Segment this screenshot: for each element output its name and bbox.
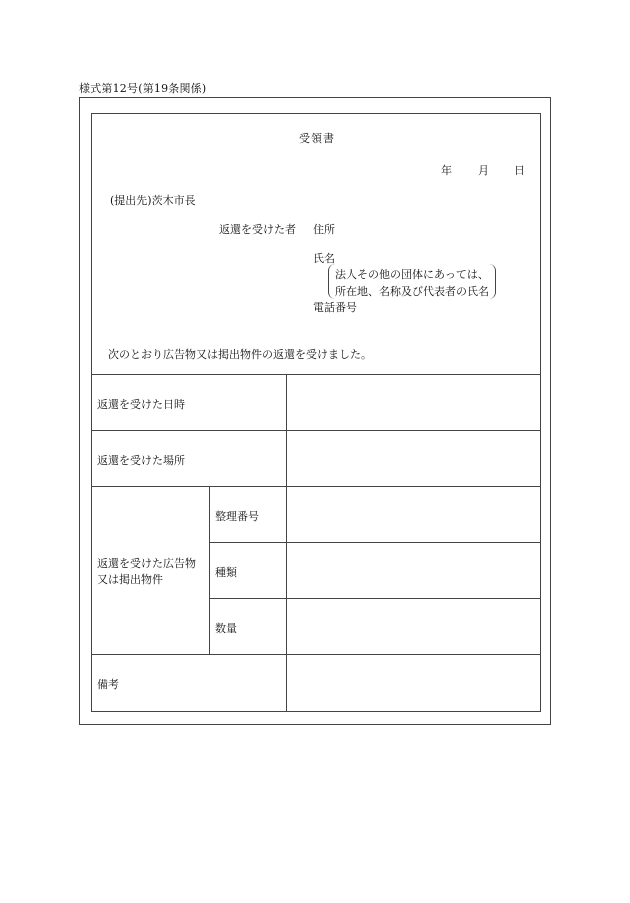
statement-text: 次のとおり広告物又は掲出物件の返還を受けました。 bbox=[108, 348, 372, 361]
returner-label: 返還を受けた者 bbox=[219, 223, 296, 236]
date-month-label: 月 bbox=[478, 164, 489, 177]
items-label-line1: 返還を受けた広告物 bbox=[97, 557, 196, 570]
datetime-label: 返還を受けた日時 bbox=[97, 398, 185, 411]
table-subcolumn-divider bbox=[209, 486, 210, 654]
document-title: 受領書 bbox=[299, 132, 335, 145]
table-row-divider bbox=[91, 654, 541, 655]
name-label: 氏名 bbox=[313, 252, 335, 265]
date-year-label: 年 bbox=[441, 164, 452, 177]
recipient-label: (提出先)茨木市長 bbox=[110, 194, 196, 207]
address-label: 住所 bbox=[313, 223, 335, 236]
place-label: 返還を受けた場所 bbox=[97, 454, 185, 467]
table-top-border bbox=[91, 374, 541, 375]
management-number-label: 整理番号 bbox=[215, 510, 259, 523]
name-note-line1: 法人その他の団体にあっては、 bbox=[335, 268, 489, 281]
form-number-label: 様式第12号(第19条関係) bbox=[79, 82, 207, 95]
name-note-line2: 所在地、名称及び代表者の氏名 bbox=[335, 285, 489, 298]
phone-label: 電話番号 bbox=[313, 301, 357, 314]
items-label-line2: 又は掲出物件 bbox=[97, 573, 163, 586]
remarks-label: 備考 bbox=[97, 678, 119, 691]
table-row-divider bbox=[91, 430, 541, 431]
table-row-divider bbox=[91, 486, 541, 487]
date-day-label: 日 bbox=[514, 164, 525, 177]
type-label: 種類 bbox=[215, 566, 237, 579]
table-value-column-divider bbox=[286, 374, 287, 712]
quantity-label: 数量 bbox=[215, 622, 237, 635]
table-subrow-divider bbox=[209, 598, 541, 599]
table-subrow-divider bbox=[209, 542, 541, 543]
